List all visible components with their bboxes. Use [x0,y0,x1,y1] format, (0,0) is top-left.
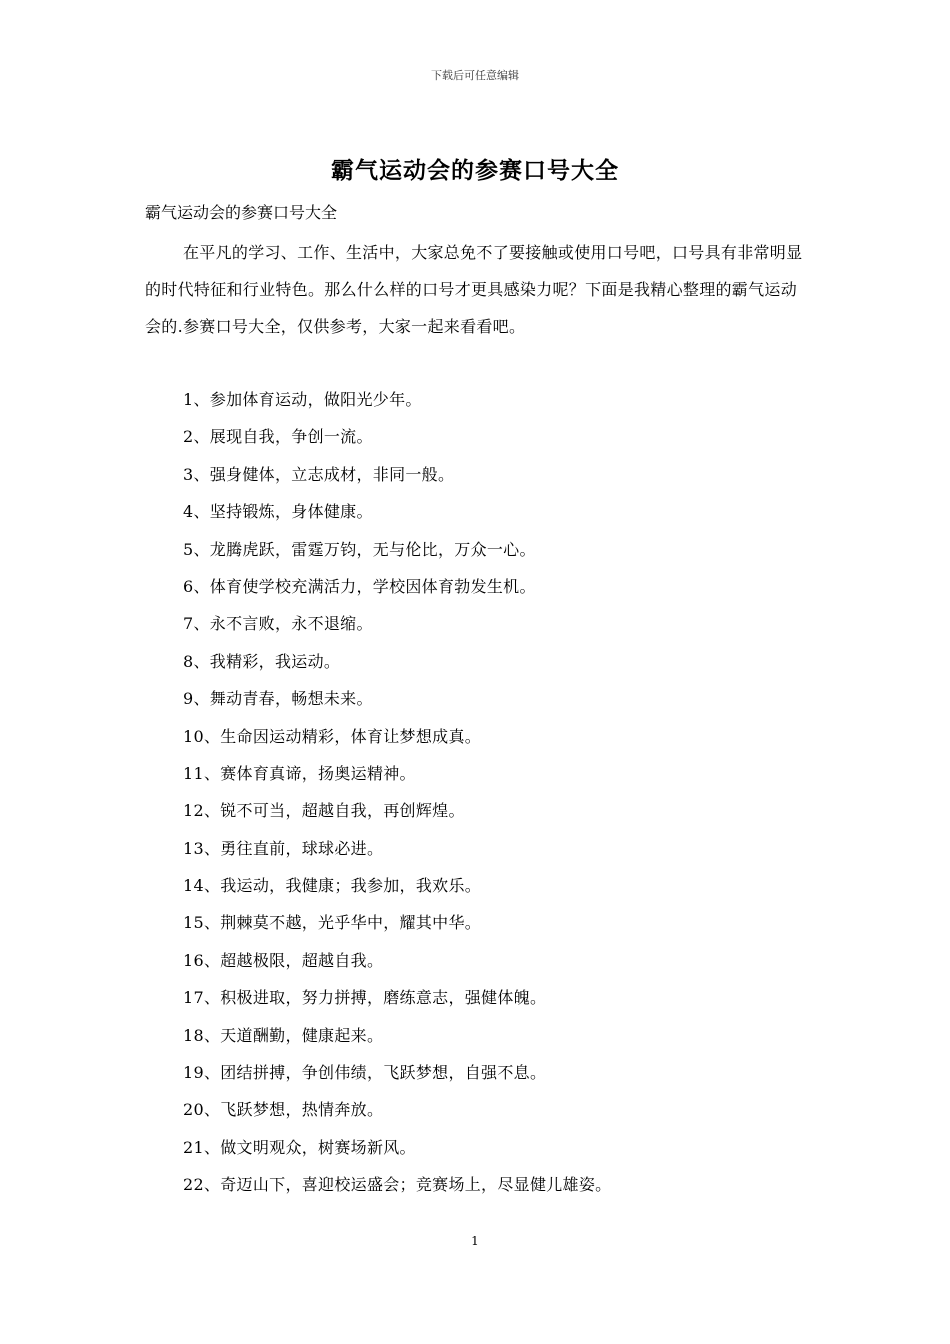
document-subtitle: 霸气运动会的参赛口号大全 [145,203,338,222]
list-item: 8、我精彩，我运动。 [183,651,341,671]
list-item: 17、积极进取，努力拼搏，磨练意志，强健体魄。 [183,988,547,1008]
list-item: 15、荆棘莫不越，光乎华中，耀其中华。 [183,913,482,933]
list-item: 2、展现自我，争创一流。 [183,427,373,447]
list-item: 4、坚持锻炼，身体健康。 [183,502,373,522]
list-item: 7、永不言败，永不退缩。 [183,614,373,634]
list-item: 19、团结拼搏，争创伟绩，飞跃梦想，自强不息。 [183,1063,547,1083]
header-note: 下载后可任意编辑 [431,69,519,82]
list-item: 1、参加体育运动，做阳光少年。 [183,390,422,409]
list-item: 16、超越极限，超越自我。 [183,950,384,970]
list-item: 10、生命因运动精彩，体育让梦想成真。 [183,726,482,746]
list-item: 20、飞跃梦想，热情奔放。 [183,1100,384,1120]
list-item: 12、锐不可当，超越自我，再创辉煌。 [183,801,465,821]
document-title: 霸气运动会的参赛口号大全 [331,157,619,184]
list-item: 6、体育使学校充满活力，学校因体育勃发生机。 [183,576,536,596]
intro-paragraph: 在平凡的学习、工作、生活中，大家总免不了要接触或使用口号吧，口号具有非常明显的时代特征和行业特色。那么什么样的口号才更具感染力呢？下面是我精心整理的霸气运动会的.参赛口号大全，仅供参考，大家一起来看看吧。 [145,243,803,336]
page-number: 1 [471,1234,479,1248]
list-item: 22、奇迈山下，喜迎校运盛会；竞赛场上，尽显健儿雄姿。 [183,1175,612,1195]
list-item: 21、做文明观众，树赛场新风。 [183,1137,416,1157]
list-item: 5、龙腾虎跃，雷霆万钧，无与伦比，万众一心。 [183,539,536,559]
list-item: 11、赛体育真谛，扬奥运精神。 [183,763,416,783]
list-item: 18、天道酬勤，健康起来。 [183,1025,384,1045]
list-item: 3、强身健体，立志成材，非同一般。 [183,464,455,484]
list-item: 9、舞动青春，畅想未来。 [183,689,373,709]
slogan-list [183,381,611,1204]
list-item: 14、我运动，我健康；我参加，我欢乐。 [183,876,482,896]
list-item: 13、勇往直前，球球必进。 [183,838,384,858]
